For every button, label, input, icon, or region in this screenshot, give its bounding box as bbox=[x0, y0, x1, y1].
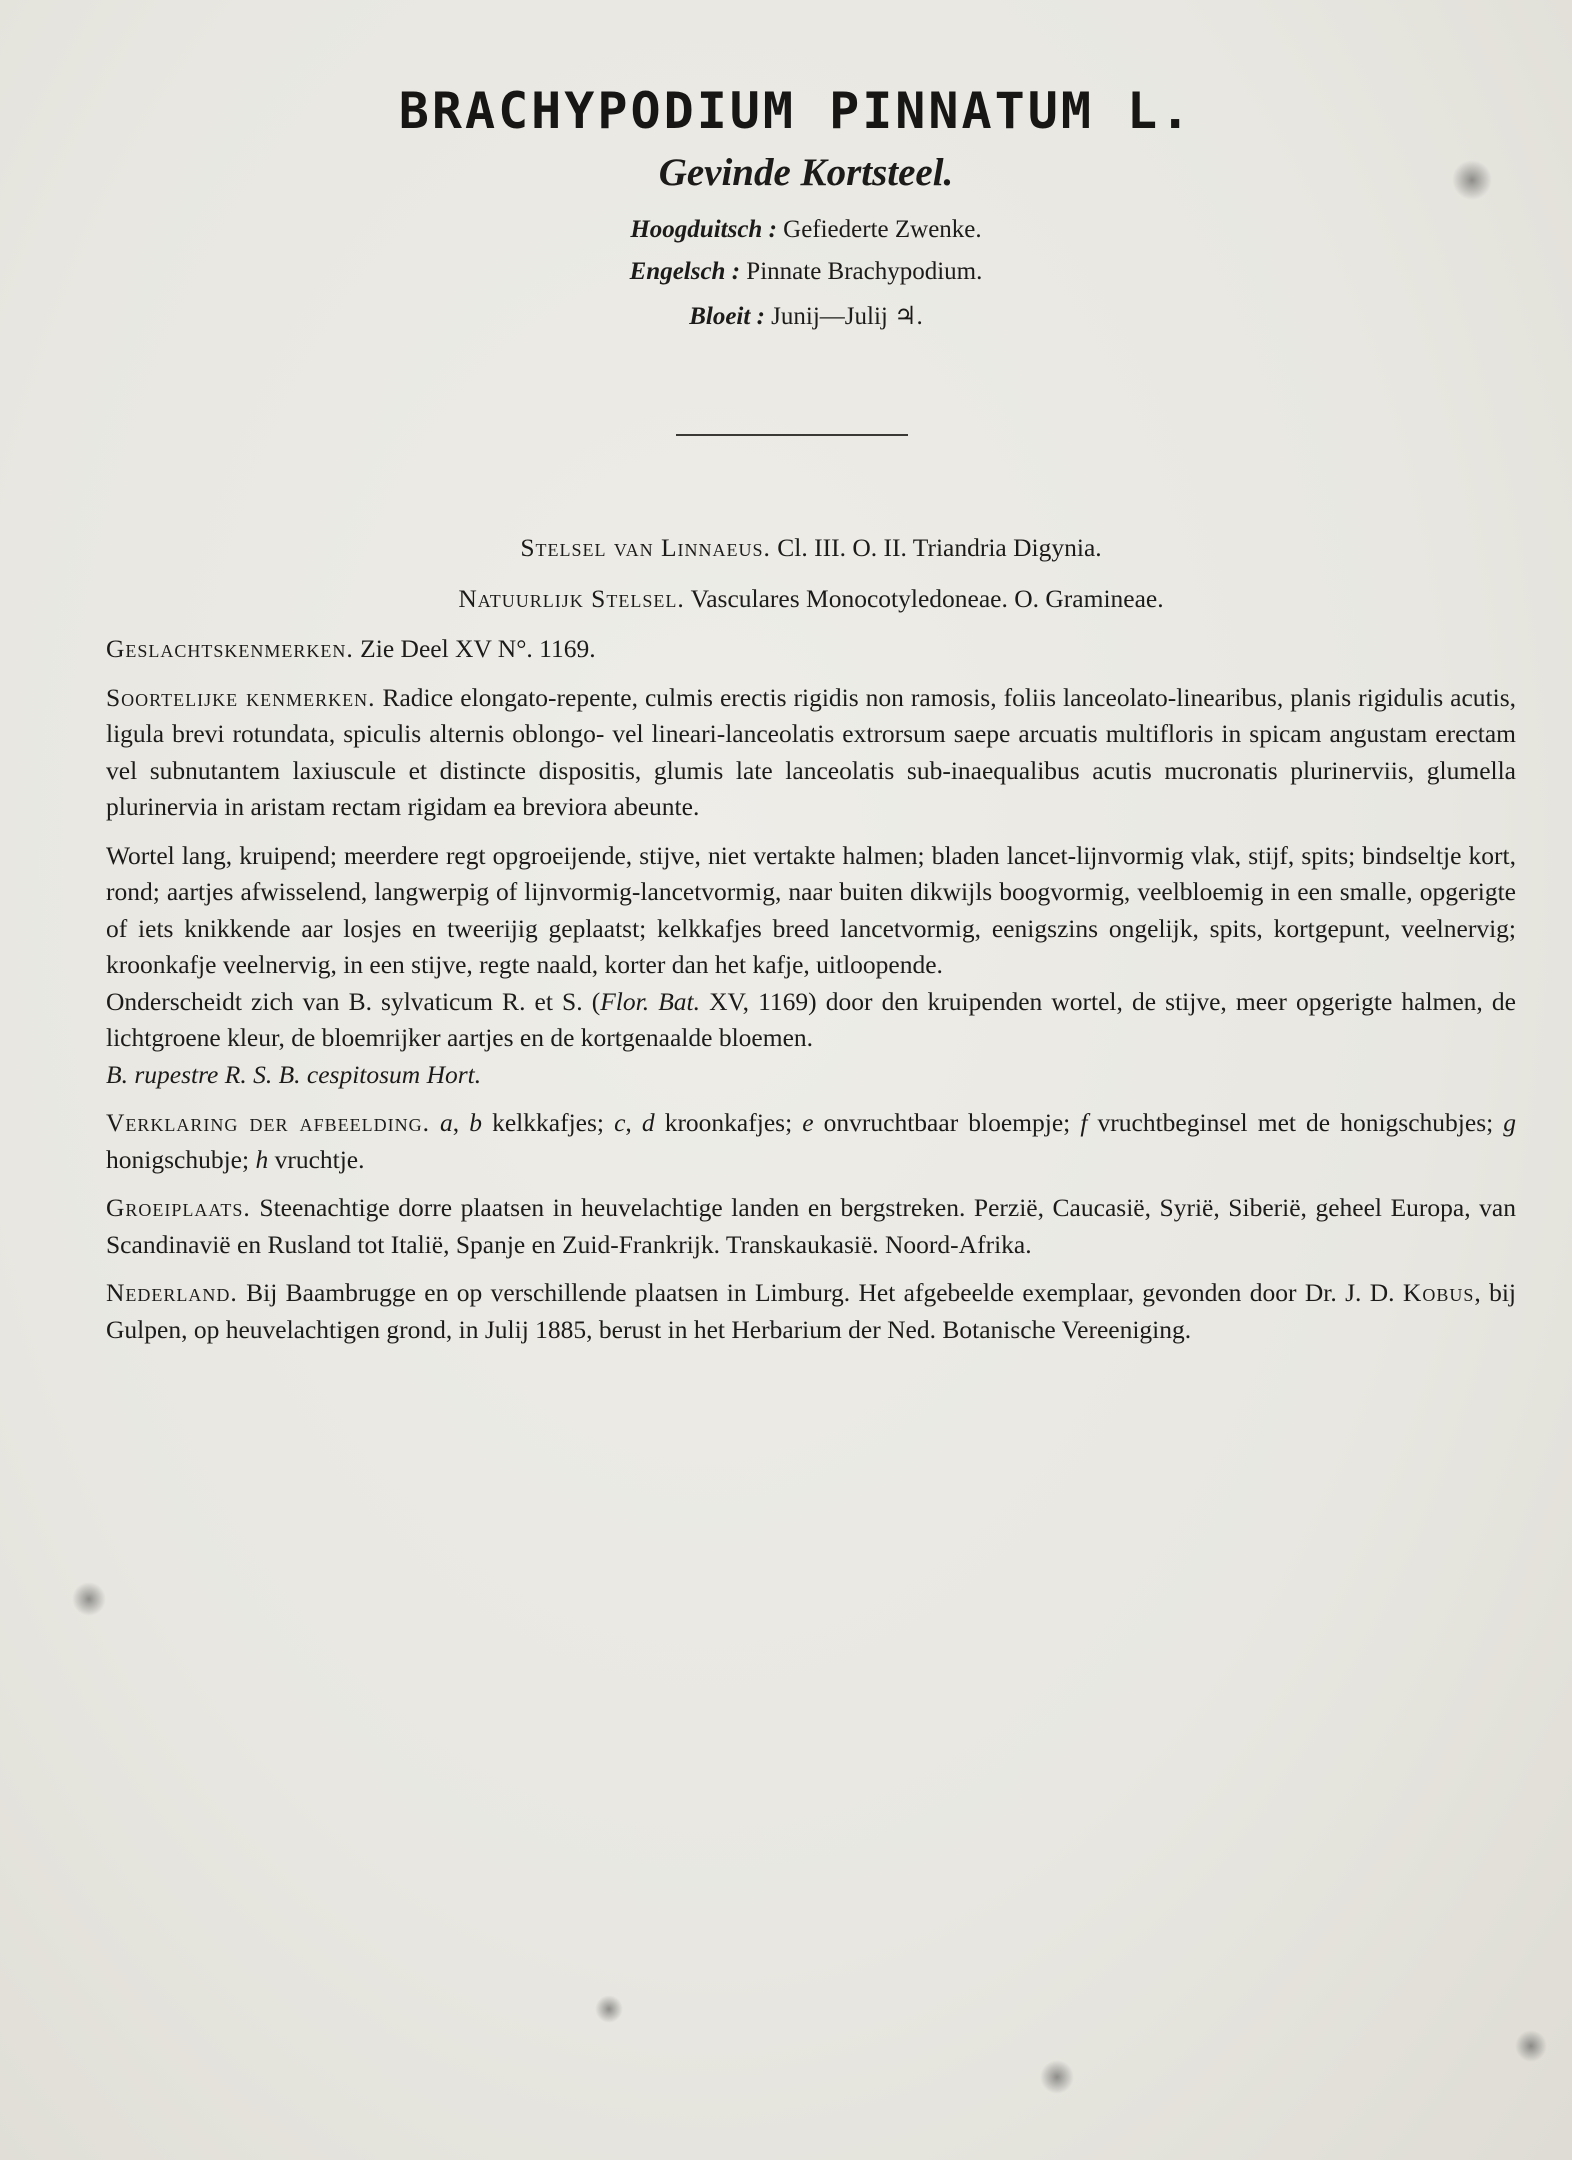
figure-text-4: kroonkafjes; bbox=[654, 1108, 803, 1137]
german-name: Gefiederte Zwenke. bbox=[783, 216, 982, 243]
linnaeus-label: Stelsel van Linnaeus. bbox=[520, 533, 771, 562]
figure-key-a: a bbox=[440, 1108, 453, 1137]
distinction-synonyms: B. rupestre R. S. B. cespitosum Hort. bbox=[106, 1059, 482, 1089]
natural-label: Natuurlijk Stelsel. bbox=[458, 583, 685, 613]
figure-key-h: h bbox=[255, 1144, 269, 1174]
collector-name: Kobus bbox=[1402, 1278, 1475, 1307]
figure-text-3: , bbox=[625, 1108, 642, 1137]
figure-text-7: honigschubje; bbox=[106, 1144, 256, 1174]
english-name: Pinnate Brachypodium. bbox=[746, 258, 983, 285]
paper-stain bbox=[595, 1995, 623, 2023]
habitat-paragraph bbox=[106, 1190, 1516, 1263]
netherlands-label: Nederland. bbox=[106, 1278, 238, 1307]
habitat-text: Steenachtige dorre plaatsen in heuvelachtige landen en bergstreken. Perzië, Caucasië, Syrië, Siberië, geheel Europa, van Scandinavië en Rusland tot Italië, Spanje en Zuid-Frankrijk. Transkaukasië. Noord-Afrika. bbox=[106, 1193, 1516, 1259]
netherlands-text-b: , bij Gulpen, op heuvelachtigen grond, in Julij 1885, berust in het Herbarium der Ned. Botanische Vereeniging. bbox=[106, 1278, 1516, 1344]
figure-key-b: b bbox=[469, 1108, 483, 1137]
dutch-description-paragraph: Wortel lang, kruipend; meerdere regt opgroeijende, stijve, niet vertakte halmen; bladen lancet-lijnvormig vlak, stijf, spits; bindseltje kort, rond; aartjes afwisselend, langwerpig of lijnvormig-lancetvormig, naar buiten dikwijls boogvormig, veelbloemig in een smalle, opgerigte of iets knikkende aar losjes en tweerijig geplaatst; kelkkafjes breed lancetvormig, eenigszins ongelijk, spits, kortgepunt, veelnervig; kroonkafje veelnervig, in een stijve, regte naald, korter dan het kafje, uitloopende. bbox=[106, 840, 1516, 979]
german-label: Hoogduitsch : bbox=[630, 216, 777, 243]
german-name-line bbox=[0, 216, 1572, 244]
document-body bbox=[106, 530, 1516, 1348]
figure-key-e: e bbox=[802, 1108, 814, 1137]
paper-stain bbox=[1515, 2030, 1547, 2062]
species-label: Soortelijke kenmerken. bbox=[106, 682, 376, 712]
paper-stain bbox=[1452, 160, 1492, 200]
natural-system-line bbox=[106, 581, 1516, 618]
figure-key-d: d bbox=[641, 1108, 655, 1137]
netherlands-paragraph bbox=[106, 1275, 1516, 1348]
genus-characters-paragraph bbox=[106, 631, 1516, 668]
divider-rule bbox=[676, 434, 908, 436]
genus-label: Geslachtskenmerken. bbox=[106, 634, 354, 663]
figure-text-8: vruchtje. bbox=[268, 1144, 365, 1174]
figure-legend-label: Verklaring der afbeelding. bbox=[106, 1108, 430, 1137]
bloom-label: Bloeit : bbox=[689, 303, 765, 330]
bloom-line bbox=[0, 301, 1572, 331]
distinction-reference: Flor. Bat. bbox=[600, 986, 700, 1016]
distinction-paragraph bbox=[106, 984, 1516, 1094]
netherlands-text-a: Bij Baambrugge en op verschillende plaatsen in Limburg. Het afgebeelde exemplaar, gevonden door Dr. J. D. bbox=[237, 1278, 1403, 1307]
bloom-value: Junij—Julij ♃. bbox=[771, 303, 923, 330]
figure-text-6: vruchtbeginsel met de honigschubjes; bbox=[1087, 1108, 1504, 1137]
natural-text: Vasculares Monocotyledoneae. O. Gramineae. bbox=[684, 583, 1164, 613]
species-characters-paragraph bbox=[106, 680, 1516, 826]
habitat-label: Groeiplaats. bbox=[106, 1193, 251, 1222]
figure-legend-paragraph bbox=[106, 1105, 1516, 1178]
paper-stain bbox=[72, 1582, 106, 1616]
genus-text: Zie Deel XV N°. 1169. bbox=[353, 634, 596, 663]
distinction-text-a: Onderscheidt zich van B. sylvaticum R. et S. ( bbox=[106, 986, 601, 1016]
figure-text-2: kelkkafjes; bbox=[482, 1108, 615, 1137]
english-label: Engelsch : bbox=[629, 258, 741, 285]
page-subtitle: Gevinde Kortsteel. bbox=[658, 151, 954, 194]
linnaeus-system-line bbox=[106, 530, 1516, 567]
english-name-line bbox=[0, 258, 1572, 286]
figure-key-g: g bbox=[1503, 1108, 1517, 1137]
figure-key-f: f bbox=[1080, 1108, 1088, 1137]
figure-text-5: onvruchtbaar bloempje; bbox=[813, 1108, 1081, 1137]
figure-text-1: , bbox=[452, 1108, 470, 1137]
distinction-text-b: XV, 1169) door den kruipenden wortel, de stijve, meer opgerigte halmen, de lichtgroene kleur, de bloemrijker aartjes en de kortgenaalde bloemen. bbox=[106, 986, 1516, 1052]
species-text: Radice elongato-repente, culmis erectis rigidis non ramosis, foliis lanceolato-linearibus, planis rigidulis acutis, ligula brevi rotundata, spiculis alternis oblongo- vel lineari-lanceolatis extrorsum saepe arcuatis multifloris in spicam angustam erectam vel subnutantem laxiuscule et distincte dispositis, glumis late lanceolatis sub-inaequalibus acutis mucronatis plurinerviis, glumella plurinervia in aristam rectam rigidam ea breviora abeunte. bbox=[106, 682, 1516, 821]
paper-stain bbox=[1040, 2060, 1074, 2094]
linnaeus-text: Cl. III. O. II. Triandria Digynia. bbox=[770, 533, 1102, 562]
figure-key-c: c bbox=[614, 1108, 626, 1137]
page-title: BRACHYPODIUM PINNATUM L. bbox=[398, 82, 1194, 140]
